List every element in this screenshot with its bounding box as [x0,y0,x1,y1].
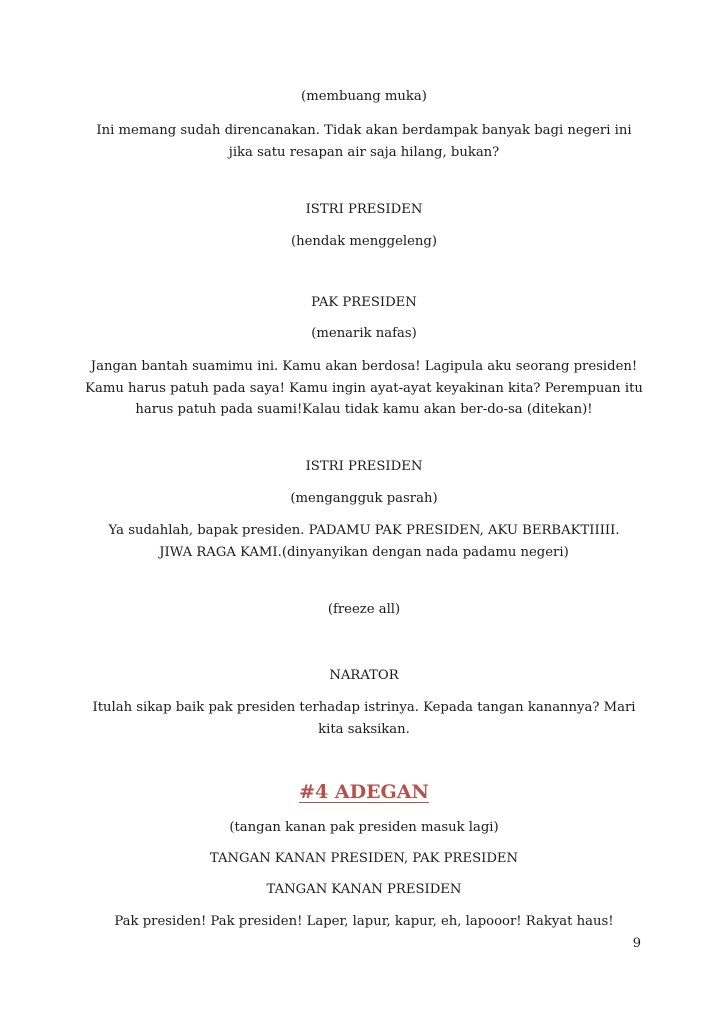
dialogue: Itulah sikap baik pak presiden terhadap istrinya. Kepada tangan kanannya? Mari kita saksikan. [92,700,636,737]
character-name: PAK PRESIDEN [311,295,417,310]
dialogue: Jangan bantah suamimu ini. Kamu akan berdosa! Lagipula aku seorang presiden! Kamu harus patuh pada saya! Kamu ingin ayat-ayat keyakinan kita? Perempuan itu harus patuh pada suami!Kalau tidak kamu akan ber-do-sa (ditekan)! [85,359,643,417]
stage-direction: (tangan kanan pak presiden masuk lagi) [229,820,499,835]
stage-direction: (mengangguk pasrah) [290,491,438,506]
character-name: TANGAN KANAN PRESIDEN [266,882,462,897]
stage-direction: (hendak menggeleng) [290,234,437,249]
cast-line: TANGAN KANAN PRESIDEN, PAK PRESIDEN [209,851,519,866]
dialogue: Ya sudahlah, bapak presiden. PADAMU PAK PRESIDEN, AKU BERBAKTIIIII. JIWA RAGA KAMI.(dinyanyikan dengan nada padamu negeri) [108,523,620,560]
stage-direction: (freeze all) [327,602,401,617]
dialogue: Ini memang sudah direncanakan. Tidak akan berdampak banyak bagi negeri ini jika satu resapan air saja hilang, bukan? [96,123,632,160]
dialogue: Pak presiden! Pak presiden! Laper, lapur, kapur, eh, lapooor! Rakyat haus! [114,914,614,929]
stage-direction: (membuang muka) [301,89,427,104]
page-number: 9 [632,936,641,951]
character-name: NARATOR [329,668,399,683]
character-name: ISTRI PRESIDEN [305,202,423,217]
stage-direction: (menarik nafas) [311,326,417,341]
scene-heading: #4 ADEGAN [299,781,429,803]
character-name: ISTRI PRESIDEN [305,459,423,474]
